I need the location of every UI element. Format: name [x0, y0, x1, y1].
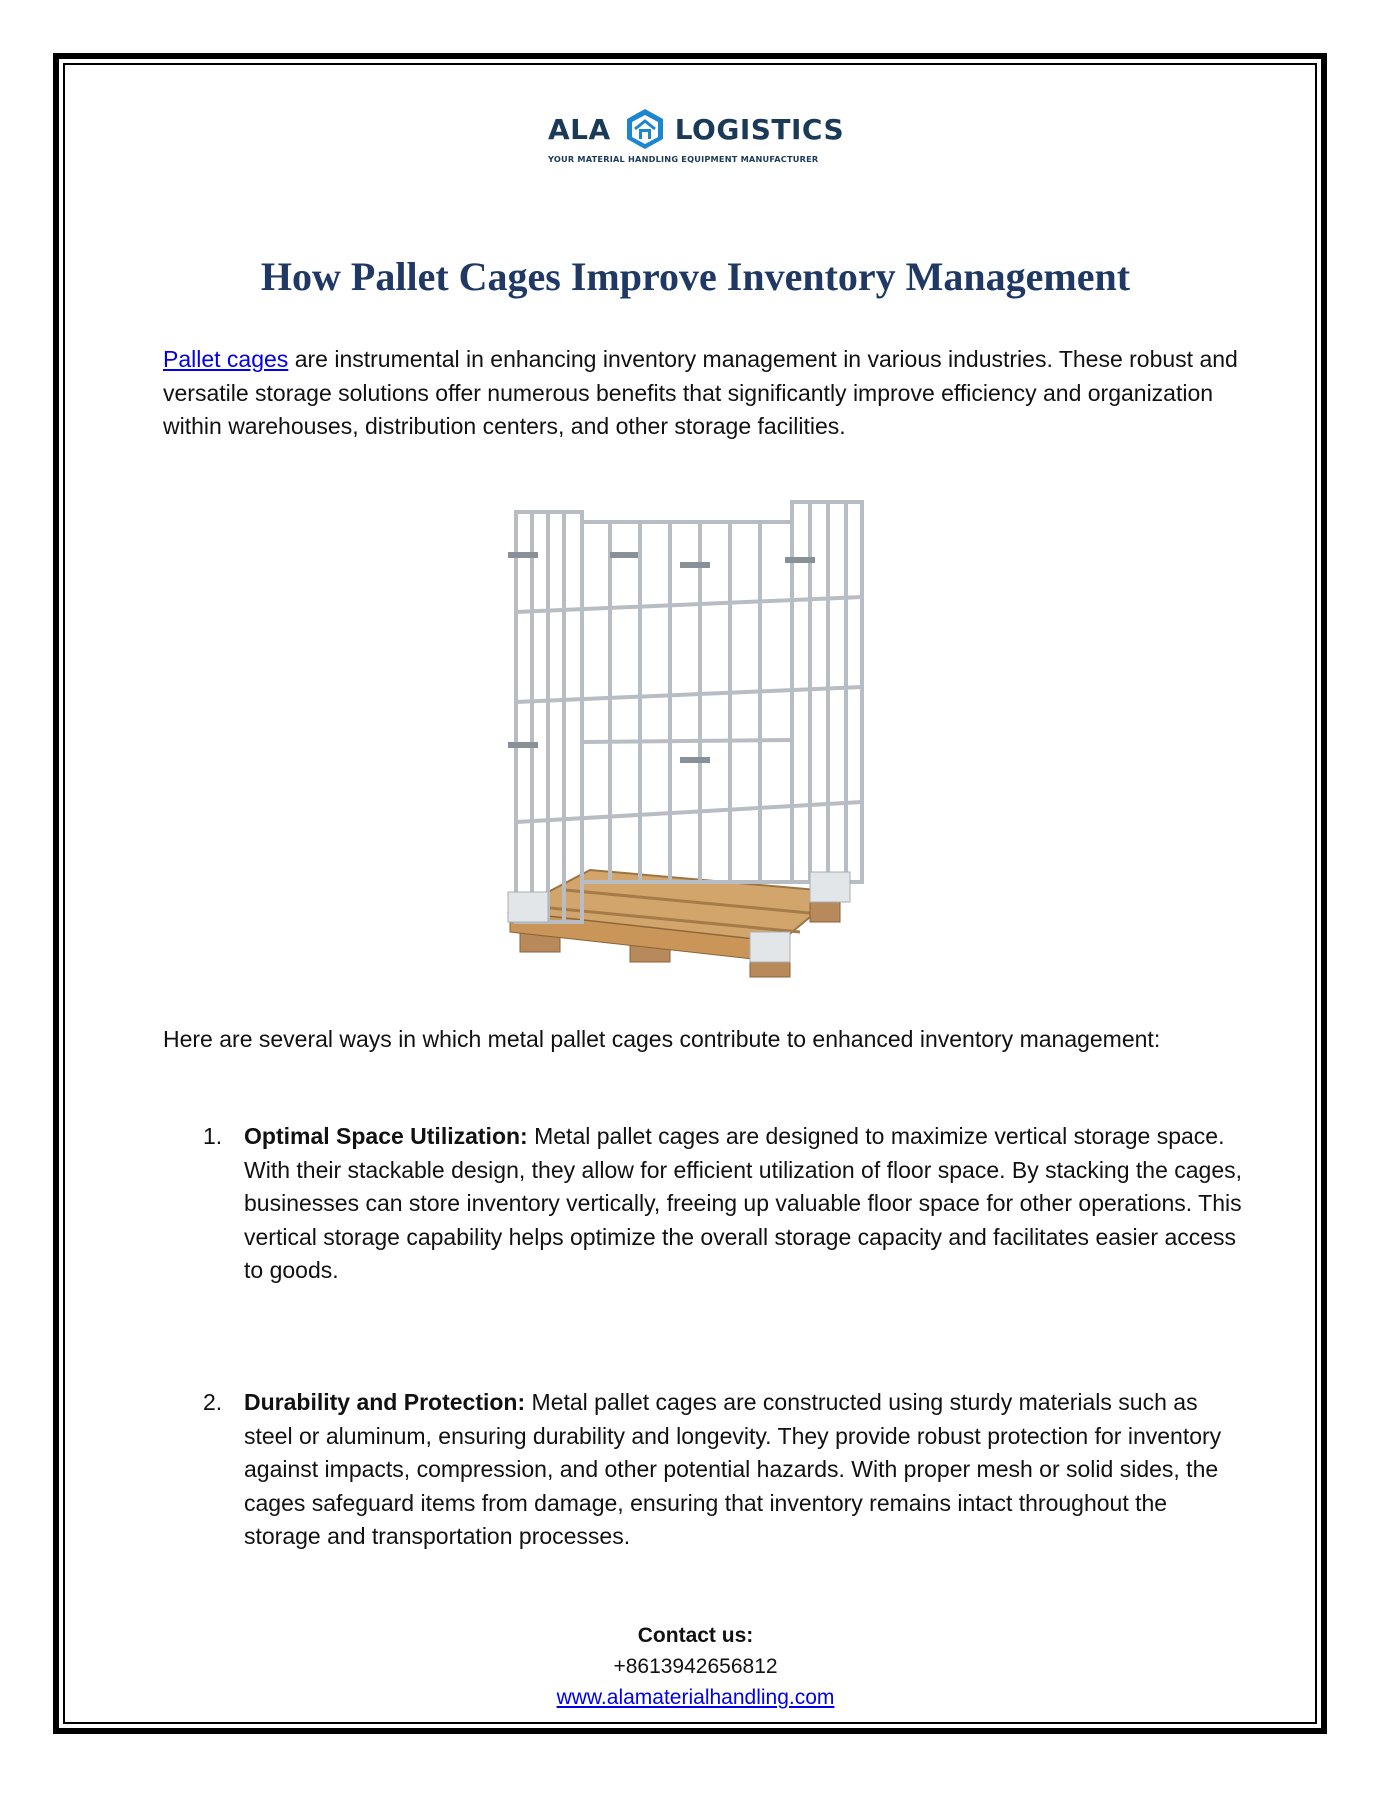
- list-text: [244, 1386, 1244, 1554]
- list-number: 1.: [203, 1123, 223, 1149]
- intro-text: are instrumental in enhancing inventory management in various industries. These robust and versatile storage solutions offer numerous benefits that significantly improve efficiency and organization within warehouses, distribution centers, and other storage facilities.: [163, 346, 1238, 439]
- contact-label: Contact us:: [637, 1624, 754, 1647]
- intro-paragraph: [163, 343, 1238, 444]
- website-link[interactable]: www.alamaterialhandling.com: [556, 1686, 835, 1709]
- list-heading: Durability and Protection:: [244, 1389, 526, 1415]
- cage-hinges: [508, 552, 815, 763]
- logo-tagline: YOUR MATERIAL HANDLING EQUIPMENT MANUFACTURER: [548, 154, 819, 164]
- pallet-cages-link[interactable]: Pallet cages: [163, 346, 289, 372]
- contact-phone: +8613942656812: [613, 1655, 778, 1678]
- contact-block: [0, 1620, 1391, 1713]
- list-description: Metal pallet cages are constructed using sturdy materials such as steel or aluminum, ensuring durability and longevity. They provide robust protection for inventory against impacts, compression, and other potential hazards. With proper mesh or solid sides, the cages safeguard items from damage, ensuring that inventory remains intact throughout the storage and transportation processes.: [244, 1389, 1222, 1549]
- list-number: 2.: [203, 1389, 223, 1415]
- list-description: Metal pallet cages are designed to maximize vertical storage space. With their stackable design, they allow for efficient utilization of floor space. By stacking the cages, businesses can store inventory vertically, freeing up valuable floor space for other operations. This vertical storage capability helps optimize the overall storage capacity and facilitates easier access to goods.: [244, 1123, 1243, 1283]
- logo-right-word: LOGISTICS: [674, 112, 845, 146]
- warehouse-hexagon-icon: [623, 107, 667, 151]
- list-text: [244, 1120, 1244, 1288]
- company-logo: [548, 106, 848, 176]
- list-heading: Optimal Space Utilization:: [244, 1123, 528, 1149]
- page-title: How Pallet Cages Improve Inventory Management: [260, 254, 1131, 299]
- lead-in-paragraph: Here are several ways in which metal pallet cages contribute to enhanced inventory management:: [163, 1026, 1161, 1052]
- pallet-cage-image: [480, 492, 920, 982]
- logo-left-word: ALA: [548, 112, 611, 146]
